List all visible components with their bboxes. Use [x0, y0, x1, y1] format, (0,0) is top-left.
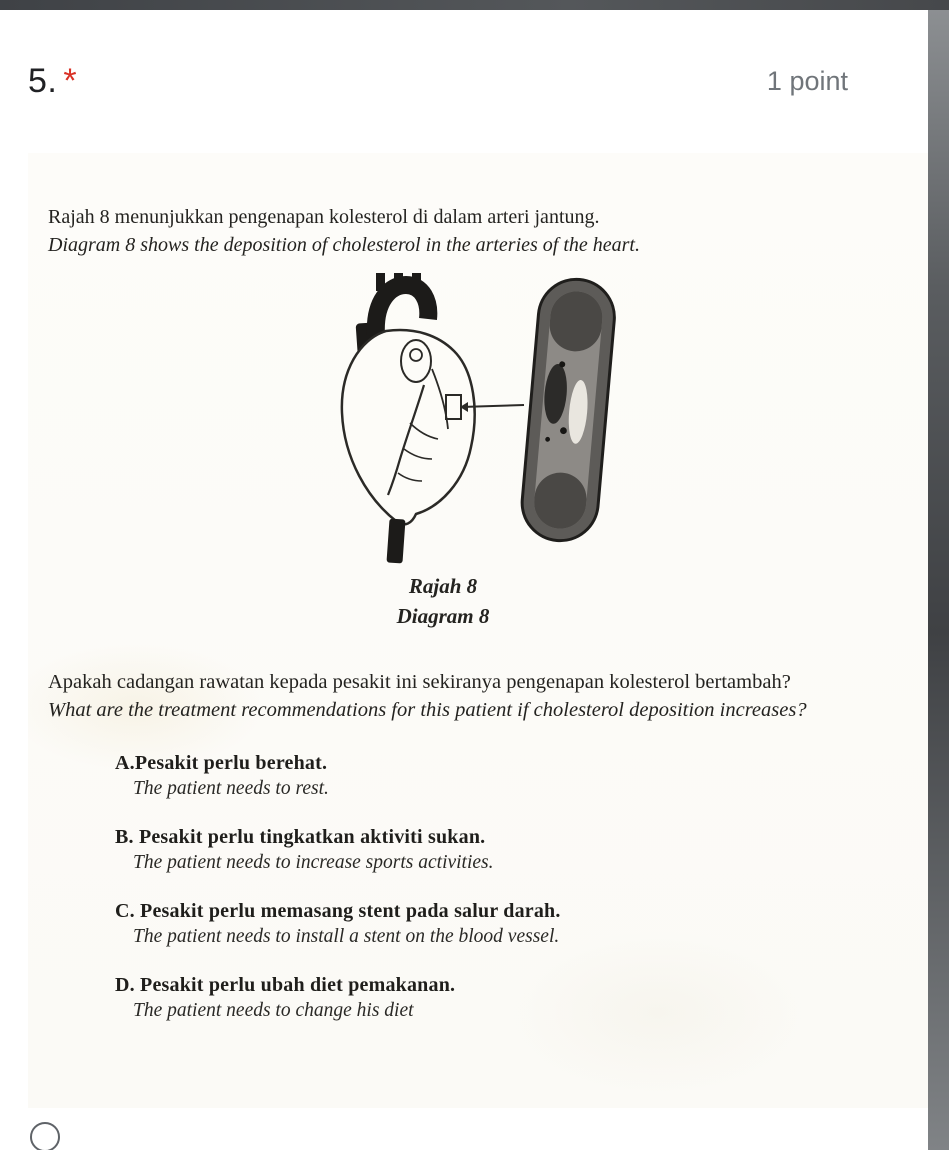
- option-d: [115, 974, 898, 1022]
- figure-caption: [48, 571, 838, 632]
- caption-malay: Rajah 8: [408, 574, 478, 598]
- option-a: [115, 752, 898, 800]
- question-number-text: 5.: [28, 62, 58, 100]
- option-a-english: The patient needs to rest.: [133, 778, 329, 800]
- figure-intro-text: [48, 203, 898, 259]
- aorta-branch: [412, 273, 421, 291]
- points-label: 1 point: [766, 66, 848, 96]
- intro-malay: Rajah 8 menunjukkan pengenapan kolesterol di dalam arteri jantung.: [48, 206, 600, 228]
- aorta-branch: [394, 273, 403, 287]
- aorta-branch: [376, 273, 385, 291]
- option-c-malay: C. Pesakit perlu memasang stent pada salur darah.: [115, 900, 561, 923]
- option-c: [115, 900, 898, 948]
- question-header: [0, 0, 928, 101]
- option-b: [115, 826, 898, 874]
- heart-diagram: [323, 273, 623, 565]
- answer-radio-button[interactable]: [30, 1122, 60, 1150]
- required-asterisk: *: [63, 62, 78, 100]
- option-c-english: The patient needs to install a stent on the blood vessel.: [133, 926, 560, 948]
- option-b-malay: B. Pesakit perlu tingkatkan aktiviti sukan.: [115, 826, 486, 849]
- answer-options: [115, 752, 898, 1022]
- option-a-malay: A.Pesakit perlu berehat.: [115, 752, 328, 775]
- heart-outline: [342, 330, 475, 524]
- question-image: [28, 153, 928, 1108]
- intro-english: Diagram 8 shows the deposition of cholesterol in the arteries of the heart.: [48, 234, 640, 256]
- aorta-arch: [376, 285, 428, 335]
- option-b-english: The patient needs to increase sports activities.: [133, 852, 494, 874]
- question-malay: Apakah cadangan rawatan kepada pesakit ini sekiranya pengenapan kolesterol bertambah?: [48, 670, 791, 693]
- vessel-below-heart: [386, 518, 405, 563]
- question-number: [28, 62, 77, 101]
- option-d-english: The patient needs to change his diet: [133, 1000, 414, 1022]
- question-text: [48, 668, 893, 725]
- right-edge-strip: [928, 0, 949, 1150]
- top-edge-strip: [0, 0, 949, 10]
- question-english: What are the treatment recommendations for this patient if cholesterol deposition increases?: [48, 699, 807, 722]
- caption-english: Diagram 8: [396, 604, 490, 629]
- heart-and-vessel-illustration: [328, 273, 618, 565]
- option-d-malay: D. Pesakit perlu ubah diet pemakanan.: [115, 974, 456, 997]
- vessel-illustration: [519, 276, 618, 544]
